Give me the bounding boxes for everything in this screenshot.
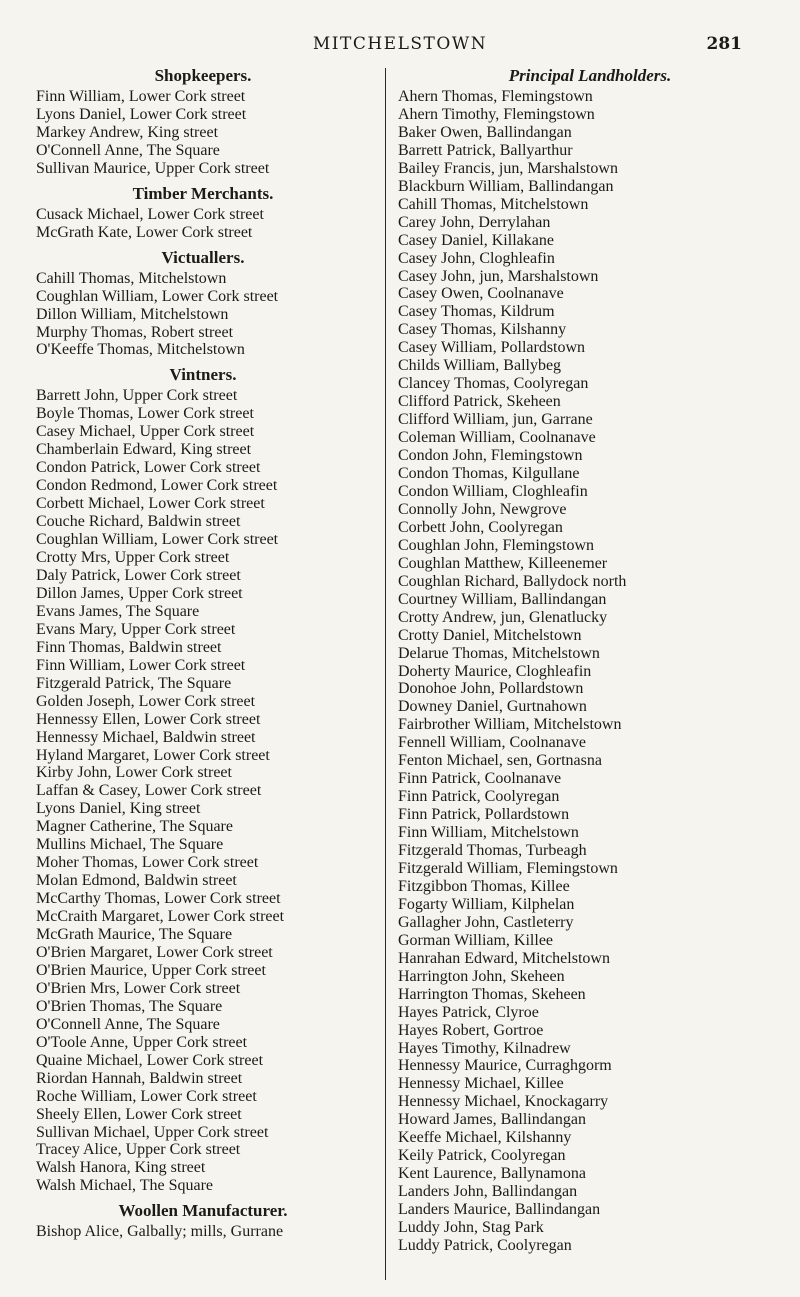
list-item: Casey Daniel, Killakane (398, 231, 554, 249)
list-item: Evans James, The Square (36, 602, 200, 620)
list-item: Ahern Thomas, Flemingstown (398, 88, 593, 105)
running-head: MITCHELSTOWN (312, 34, 488, 54)
list-item: Hennessy Michael, Knockagarry (398, 1093, 609, 1111)
list-item: Downey Daniel, Gurtnahown (398, 698, 587, 716)
list-item: Cusack Michael, Lower Cork street (36, 205, 264, 223)
list-item: Couche Richard, Baldwin street (36, 513, 241, 531)
list-item: Lyons Daniel, Lower Cork street (36, 105, 247, 123)
list-item: Finn Patrick, Pollardstown (398, 806, 570, 824)
list-item: Sullivan Maurice, Upper Cork street (36, 159, 270, 177)
list-item: Fitzgerald Patrick, The Square (36, 674, 232, 692)
list-item: O'Keeffe Thomas, Mitchelstown (36, 341, 245, 359)
list-item: Fogarty William, Kilphelan (398, 895, 575, 913)
list-item: Keeffe Michael, Kilshanny (398, 1129, 572, 1147)
right-column (394, 64, 786, 1255)
list-item: Dillon James, Upper Cork street (36, 584, 243, 602)
section-heading: Woollen Manufacturer. (118, 1201, 288, 1221)
list-item: Magner Catherine, The Square (36, 818, 233, 836)
list-item: Boyle Thomas, Lower Cork street (36, 405, 254, 423)
list-item: Howard James, Ballindangan (398, 1111, 586, 1129)
list-item: Casey William, Pollardstown (398, 339, 586, 357)
section-heading: Victuallers. (161, 247, 245, 267)
list-item: Hyland Margaret, Lower Cork street (36, 746, 270, 764)
list-item: Coughlan Matthew, Killeenemer (398, 554, 608, 572)
list-item: Clifford Patrick, Skeheen (398, 393, 561, 411)
list-item: Casey Thomas, Kilshanny (398, 321, 567, 339)
list-item: O'Brien Maurice, Upper Cork street (36, 961, 266, 979)
list-item: Lyons Daniel, King street (36, 800, 201, 818)
list-item: Hanrahan Edward, Mitchelstown (398, 949, 610, 967)
list-item: Murphy Thomas, Robert street (36, 323, 234, 341)
left-column (28, 64, 378, 1241)
list-item: Hayes Timothy, Kilnadrew (398, 1039, 571, 1057)
list-item: Golden Joseph, Lower Cork street (36, 692, 256, 710)
list-item: Clifford William, jun, Garrane (398, 411, 593, 429)
list-item: O'Brien Margaret, Lower Cork street (36, 943, 273, 961)
directory-list (28, 270, 378, 360)
directory-list (28, 1223, 378, 1241)
list-item: Condon Patrick, Lower Cork street (36, 459, 261, 477)
list-item: Finn William, Lower Cork street (36, 88, 246, 105)
directory-list (394, 88, 786, 1255)
list-item: Quaine Michael, Lower Cork street (36, 1051, 264, 1069)
list-item: Coughlan William, Lower Cork street (36, 531, 279, 549)
list-item: Condon Thomas, Kilgullane (398, 465, 580, 483)
directory-list (28, 387, 378, 1195)
list-item: Casey Michael, Upper Cork street (36, 423, 255, 441)
list-item: Bishop Alice, Galbally; mills, Gurrane (36, 1223, 284, 1241)
list-item: Hennessy Michael, Killee (398, 1075, 564, 1093)
page-header (0, 34, 800, 58)
list-item: Condon Redmond, Lower Cork street (36, 477, 278, 495)
list-item: Chamberlain Edward, King street (36, 441, 252, 459)
list-item: Hayes Robert, Gortroe (398, 1021, 544, 1039)
list-item: Carey John, Derrylahan (398, 213, 551, 231)
list-item: Finn William, Mitchelstown (398, 824, 579, 842)
list-item: Sullivan Michael, Upper Cork street (36, 1123, 269, 1141)
list-item: Roche William, Lower Cork street (36, 1087, 257, 1105)
list-item: Kirby John, Lower Cork street (36, 764, 232, 782)
list-item: Kent Laurence, Ballynamona (398, 1165, 586, 1183)
list-item: Coughlan Richard, Ballydock north (398, 572, 627, 590)
list-item: Walsh Hanora, King street (36, 1159, 206, 1177)
list-item: O'Connell Anne, The Square (36, 1015, 220, 1033)
list-item: Markey Andrew, King street (36, 123, 219, 141)
list-item: Coughlan John, Flemingstown (398, 536, 595, 554)
list-item: Casey John, Cloghleafin (398, 249, 555, 267)
list-item: Barrett Patrick, Ballyarthur (398, 141, 573, 159)
list-item: Clancey Thomas, Coolyregan (398, 375, 589, 393)
list-item: Casey John, jun, Marshalstown (398, 267, 599, 285)
list-item: O'Brien Mrs, Lower Cork street (36, 979, 241, 997)
section-heading: Shopkeepers. (154, 66, 252, 85)
list-item: Casey Owen, Coolnanave (398, 285, 564, 303)
list-item: Bailey Francis, jun, Marshalstown (398, 159, 618, 177)
list-item: Connolly John, Newgrove (398, 500, 567, 518)
list-item: Gallagher John, Castleterry (398, 913, 574, 931)
list-item: Hennessy Ellen, Lower Cork street (36, 710, 261, 728)
section-heading: Principal Landholders. (508, 66, 672, 85)
list-item: Moher Thomas, Lower Cork street (36, 854, 259, 872)
list-item: Daly Patrick, Lower Cork street (36, 566, 241, 584)
list-item: Blackburn William, Ballindangan (398, 177, 614, 195)
list-item: Fitzgibbon Thomas, Killee (398, 877, 570, 895)
list-item: Walsh Michael, The Square (36, 1177, 214, 1195)
list-item: Hennessy Maurice, Curraghgorm (398, 1057, 612, 1075)
list-item: Fitzgerald William, Flemingstown (398, 859, 618, 877)
list-item: Finn Thomas, Baldwin street (36, 638, 222, 656)
column-divider (385, 68, 386, 1280)
list-item: Courtney William, Ballindangan (398, 590, 607, 608)
list-item: Finn Patrick, Coolyregan (398, 788, 560, 806)
list-item: Crotty Andrew, jun, Glenatlucky (398, 608, 608, 626)
list-item: Fairbrother William, Mitchelstown (398, 716, 622, 734)
list-item: Laffan & Casey, Lower Cork street (36, 782, 262, 800)
list-item: O'Toole Anne, Upper Cork street (36, 1033, 248, 1051)
list-item: Cahill Thomas, Mitchelstown (36, 269, 227, 287)
list-item: Tracey Alice, Upper Cork street (36, 1141, 241, 1159)
list-item: Childs William, Ballybeg (398, 357, 562, 375)
directory-list (28, 206, 378, 242)
list-item: Gorman William, Killee (398, 931, 554, 949)
list-item: Sheely Ellen, Lower Cork street (36, 1105, 242, 1123)
list-item: Crotty Mrs, Upper Cork street (36, 549, 230, 567)
list-item: Fennell William, Coolnanave (398, 734, 586, 752)
list-item: Finn William, Lower Cork street (36, 656, 246, 674)
list-item: Hennessy Michael, Baldwin street (36, 728, 256, 746)
list-item: Ahern Timothy, Flemingstown (398, 105, 595, 123)
list-item: Luddy Patrick, Coolyregan (398, 1237, 572, 1254)
list-item: Condon William, Cloghleafin (398, 482, 588, 500)
list-item: Finn Patrick, Coolnanave (398, 770, 562, 788)
list-item: Luddy John, Stag Park (398, 1219, 544, 1237)
list-item: Harrington John, Skeheen (398, 967, 565, 985)
list-item: Delarue Thomas, Mitchelstown (398, 644, 600, 662)
list-item: Dillon William, Mitchelstown (36, 305, 229, 323)
directory-list (28, 88, 378, 178)
list-item: Riordan Hannah, Baldwin street (36, 1069, 243, 1087)
page-number: 281 (706, 34, 742, 54)
list-item: Corbett John, Coolyregan (398, 518, 563, 536)
list-item: McGrath Maurice, The Square (36, 926, 233, 944)
list-item: Harrington Thomas, Skeheen (398, 985, 586, 1003)
list-item: Landers John, Ballindangan (398, 1183, 578, 1201)
list-item: Doherty Maurice, Cloghleafin (398, 662, 592, 680)
list-item: Fenton Michael, sen, Gortnasna (398, 752, 602, 770)
list-item: Landers Maurice, Ballindangan (398, 1201, 601, 1219)
list-item: Crotty Daniel, Mitchelstown (398, 626, 582, 644)
list-item: Keily Patrick, Coolyregan (398, 1147, 566, 1165)
list-item: O'Brien Thomas, The Square (36, 997, 223, 1015)
section-heading: Timber Merchants. (132, 183, 274, 203)
list-item: Coleman William, Coolnanave (398, 429, 596, 447)
list-item: O'Connell Anne, The Square (36, 141, 220, 159)
list-item: Baker Owen, Ballindangan (398, 123, 572, 141)
list-item: Casey Thomas, Kildrum (398, 303, 555, 321)
list-item: Corbett Michael, Lower Cork street (36, 495, 265, 513)
list-item: McGrath Kate, Lower Cork street (36, 223, 253, 241)
list-item: Cahill Thomas, Mitchelstown (398, 195, 589, 213)
list-item: Condon John, Flemingstown (398, 447, 583, 465)
list-item: Barrett John, Upper Cork street (36, 387, 238, 405)
list-item: Molan Edmond, Baldwin street (36, 872, 237, 890)
list-item: McCraith Margaret, Lower Cork street (36, 908, 285, 926)
list-item: Donohoe John, Pollardstown (398, 680, 584, 698)
list-item: Fitzgerald Thomas, Turbeagh (398, 842, 587, 860)
list-item: Mullins Michael, The Square (36, 836, 224, 854)
list-item: McCarthy Thomas, Lower Cork street (36, 890, 281, 908)
list-item: Hayes Patrick, Clyroe (398, 1003, 539, 1021)
list-item: Evans Mary, Upper Cork street (36, 620, 236, 638)
list-item: Coughlan William, Lower Cork street (36, 287, 279, 305)
section-heading: Vintners. (169, 365, 237, 385)
